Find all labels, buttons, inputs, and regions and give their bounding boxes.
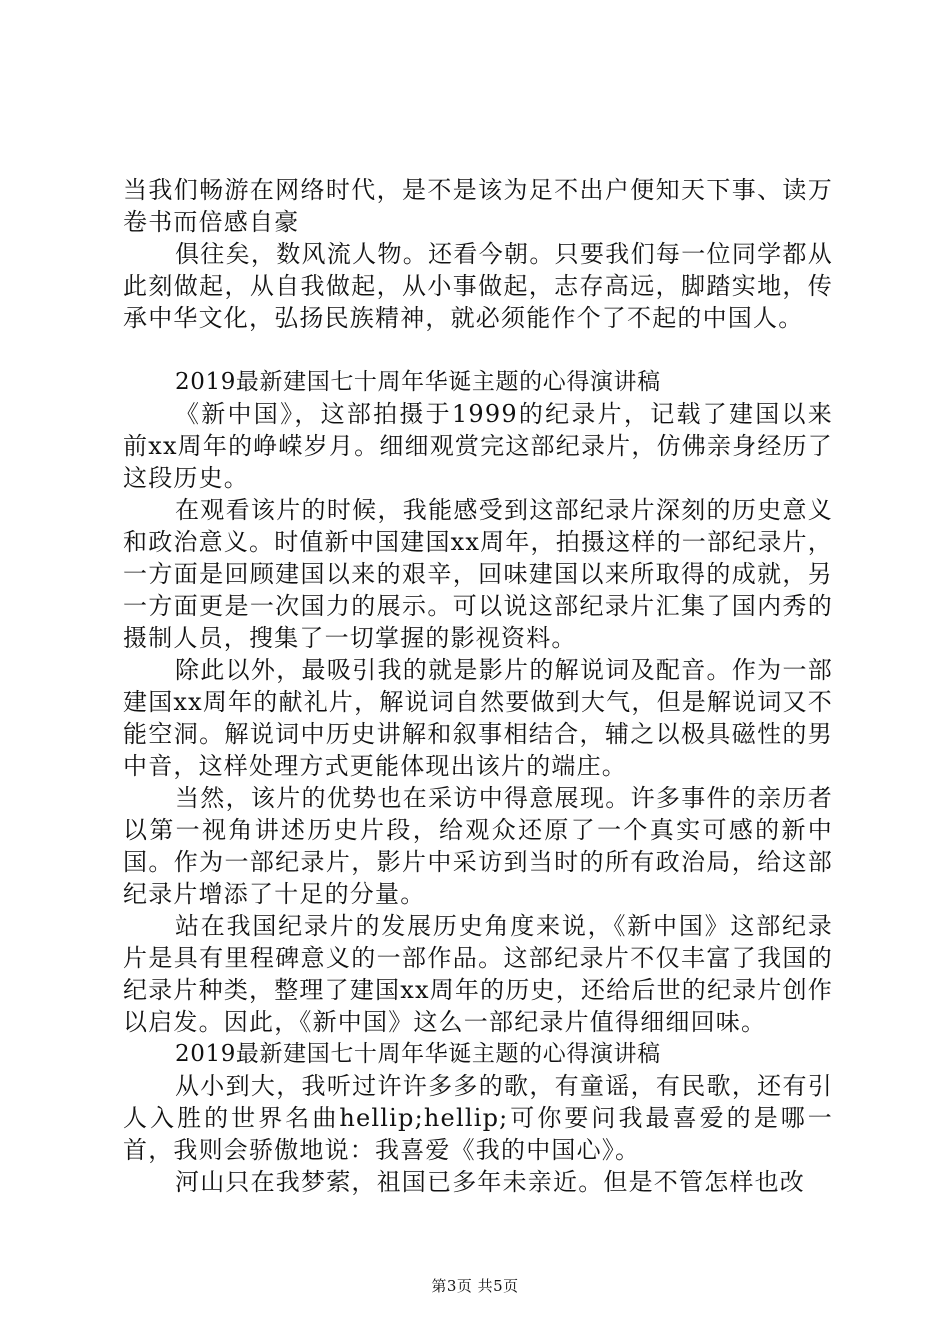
document-body [123, 174, 833, 1198]
section-title: 2019最新建国七十周年华诞主题的心得演讲稿 [175, 1041, 661, 1067]
paragraph: 当然，该片的优势也在采访中得意展现。许多事件的亲历者以第一视角讲述历史片段，给观众还原了一个真实可感的新中国。作为一部纪录片，影片中采访到当时的所有政治局，给这部纪录片增添了十足的分量。 [123, 784, 833, 908]
paragraph: 在观看该片的时候，我能感受到这部纪录片深刻的历史意义和政治意义。时值新中国建国xx周年，拍摄这样的一部纪录片，一方面是回顾建国以来的艰辛，回味建国以来所取得的成就，另一方面更是一次国力的展示。可以说这部纪录片汇集了国内秀的摄制人员，搜集了一切掌握的影视资料。 [123, 496, 833, 652]
paragraph: 站在我国纪录片的发展历史角度来说，《新中国》这部纪录片是具有里程碑意义的一部作品。这部纪录片不仅丰富了我国的纪录片种类，整理了建国xx周年的历史，还给后世的纪录片创作以启发。因此，《新中国》这么一部纪录片值得细细回味。 [123, 912, 833, 1036]
section-gap [123, 334, 833, 366]
section-title: 2019最新建国七十周年华诞主题的心得演讲稿 [175, 369, 661, 395]
paragraph: 除此以外，最吸引我的就是影片的解说词及配音。作为一部建国xx周年的献礼片，解说词自然要做到大气，但是解说词又不能空洞。解说词中历史讲解和叙事相结合，辅之以极具磁性的男中音，这样处理方式更能体现出该片的端庄。 [123, 656, 833, 780]
page-number-footer: 第3页 共5页 [431, 1277, 519, 1295]
paragraph: 《新中国》，这部拍摄于1999的纪录片，记载了建国以来前xx周年的峥嵘岁月。细细观赏完这部纪录片，仿佛亲身经历了这段历史。 [123, 400, 833, 492]
paragraph: 从小到大，我听过许许多多的歌，有童谣，有民歌，还有引人入胜的世界名曲hellip;hellip;可你要问我最喜爱的是哪一首，我则会骄傲地说：我喜爱《我的中国心》。 [123, 1072, 833, 1164]
paragraph: 当我们畅游在网络时代，是不是该为足不出户便知天下事、读万卷书而倍感自豪 [123, 176, 833, 236]
paragraph: 俱往矣，数风流人物。还看今朝。只要我们每一位同学都从此刻做起，从自我做起，从小事做起，志存高远，脚踏实地，传承中华文化，弘扬民族精神，就必须能作个了不起的中国人。 [123, 240, 833, 332]
paragraph: 河山只在我梦萦，祖国已多年未亲近。但是不管怎样也改 [175, 1168, 805, 1196]
